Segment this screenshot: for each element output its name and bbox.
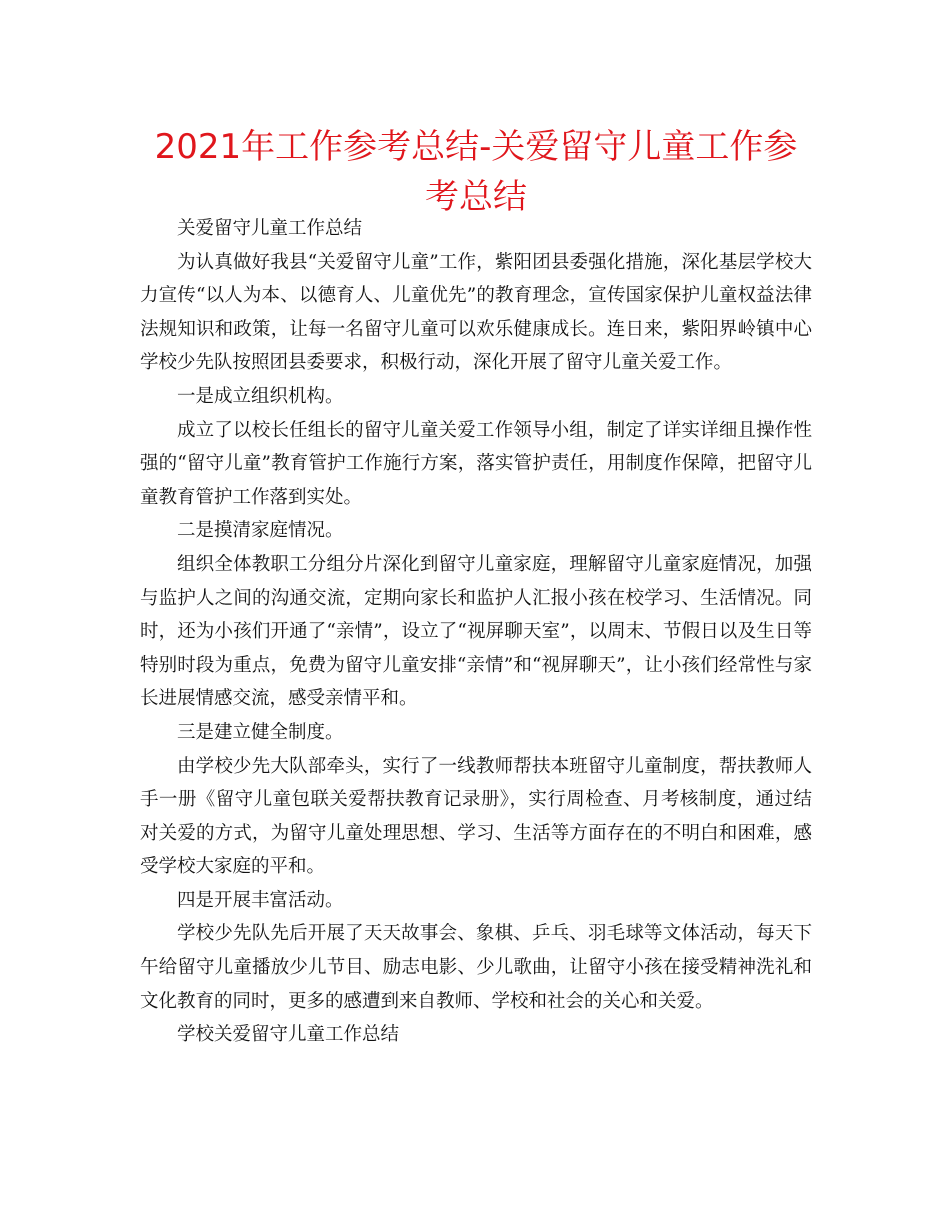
paragraph-intro: 为认真做好我县“关爱留守儿童”工作，紫阳团县委强化措施，深化基层学校大力宣传“以人为本、以德育人、儿童优先”的教育理念，宣传国家保护儿童权益法律法规知识和政策，让每一名留守儿童可以欢乐健康成长。连日来，紫阳界岭镇中心学校少先队按照团县委要求，积极行动，深化开展了留守儿童关爱工作。 — [140, 251, 812, 374]
document-title: 2021年工作参考总结-关爱留守儿童工作参考总结 — [154, 127, 798, 217]
paragraph-section-1: 成立了以校长任组长的留守儿童关爱工作领导小组，制定了详实详细且操作性强的“留守儿童”教育管护工作施行方案，落实管护责任，用制度作保障，把留守儿童教育管护工作落到实处。 — [140, 419, 812, 508]
paragraph-section-3: 由学校少先大队部牵头，实行了一线教师帮扶本班留守儿童制度，帮扶教师人手一册《留守儿童包联关爱帮扶教育记录册》，实行周检查、月考核制度，通过结对关爱的方式，为留守儿童处理思想、学习、生活等方面存在的不明白和困难，感受学校大家庭的平和。 — [140, 755, 812, 878]
paragraph-subtitle: 关爱留守儿童工作总结 — [177, 218, 363, 239]
section-heading-1: 一是成立组织机构。 — [177, 385, 344, 407]
paragraph-next-heading: 学校关爱留守儿童工作总结 — [177, 1024, 400, 1046]
paragraph-section-2: 组织全体教职工分组分片深化到留守儿童家庭，理解留守儿童家庭情况，加强与监护人之间的沟通交流，定期向家长和监护人汇报小孩在校学习、生活情况。同时，还为小孩们开通了“亲情”，设立了“视屏聊天室”，以周末、节假日以及生日等特别时段为重点，免费为留守儿童安排“亲情”和“视屏聊天”，让小孩们经常性与家长进展情感交流，感受亲情平和。 — [140, 553, 812, 710]
section-heading-3: 三是建立健全制度。 — [177, 721, 344, 743]
section-heading-4: 四是开展丰富活动。 — [177, 889, 344, 911]
document-body — [140, 212, 812, 1052]
section-heading-2: 二是摸清家庭情况。 — [177, 520, 344, 542]
paragraph-section-4: 学校少先队先后开展了天天故事会、象棋、乒乓、羽毛球等文体活动，每天下午给留守儿童播放少儿节目、励志电影、少儿歌曲，让留守小孩在接受精神洗礼和文化教育的同时，更多的感遭到来自教师、学校和社会的关心和关爱。 — [140, 923, 812, 1012]
